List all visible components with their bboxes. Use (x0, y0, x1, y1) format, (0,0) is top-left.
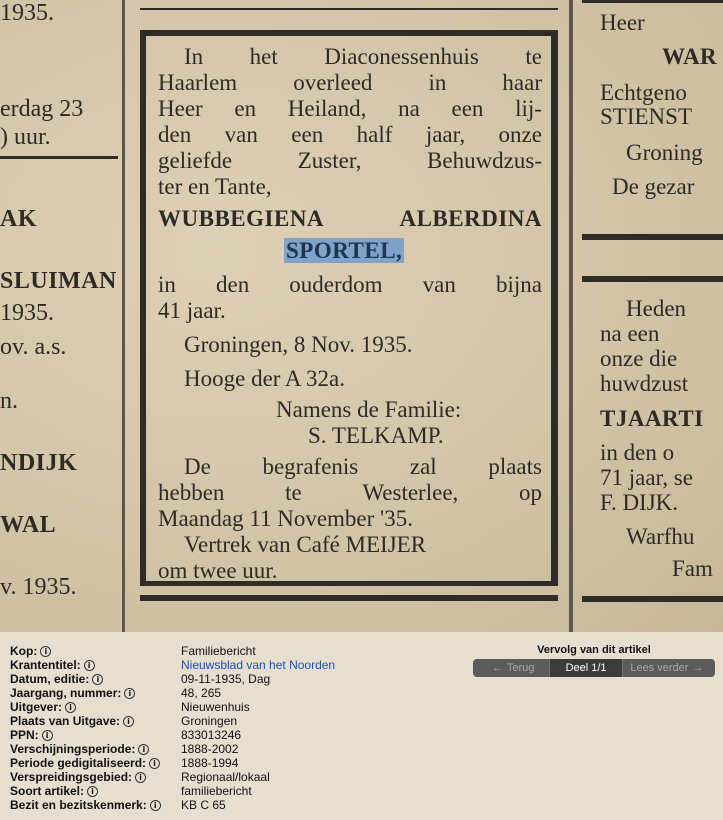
newspaper-title-link[interactable]: Nieuwsblad van het Noorden (181, 658, 336, 672)
meta-label: Verspreidingsgebied: i (10, 770, 146, 784)
word: zal (409, 454, 437, 479)
meta-value: 09-11-1935, Dag (181, 672, 271, 686)
meta-label: Datum, editie: i (10, 672, 103, 686)
previous-label: Terug (506, 662, 535, 674)
word: geliefde (158, 148, 233, 173)
right-column-line: Echtgeno (600, 80, 687, 105)
meta-label: Uitgever: i (10, 700, 76, 714)
word: Haarlem (158, 70, 238, 95)
meta-label: Kop: i (10, 644, 51, 658)
search-highlight: SPORTEL, (286, 238, 403, 263)
right-column-line: in den o (600, 440, 675, 465)
part-indicator: Deel 1/1 (549, 659, 622, 677)
info-icon[interactable]: i (150, 800, 161, 811)
word: en (234, 96, 257, 121)
word: onze (498, 122, 542, 147)
info-icon[interactable]: i (42, 730, 53, 741)
meta-label: Soort artikel: i (10, 784, 98, 798)
word: plaats (488, 454, 542, 479)
word: Diaconessenhuis (324, 44, 479, 69)
meta-value: familiebericht (181, 784, 252, 798)
left-column-line: WAL (0, 512, 57, 538)
info-icon[interactable]: i (40, 646, 51, 657)
word: hebben (158, 480, 225, 505)
article-bottom-rule (140, 595, 558, 601)
meta-label: Krantentitel: i (10, 658, 95, 672)
article-border-left (140, 30, 146, 586)
right-column-line: WAR (662, 44, 718, 69)
info-icon[interactable]: i (87, 786, 98, 797)
word: te (285, 480, 302, 505)
info-icon[interactable]: i (124, 688, 135, 699)
info-icon[interactable]: i (84, 660, 95, 671)
signer: S. TELKAMP. (308, 423, 444, 448)
article-border-right (551, 30, 558, 586)
place-date: Groningen, 8 Nov. 1935. (184, 332, 413, 357)
word: het (249, 44, 278, 69)
article-age-line-1 (158, 272, 542, 298)
meta-value: 1888-2002 (181, 742, 239, 756)
article-text (158, 44, 542, 584)
word: haar (502, 70, 542, 95)
left-column-fragment (0, 0, 122, 632)
meta-label: Jaargang, nummer: i (10, 686, 135, 700)
right-column-fragment (582, 0, 723, 632)
right-column-line: STIENST (600, 104, 692, 129)
deceased-name (158, 206, 542, 232)
word: overleed (293, 70, 373, 95)
meta-label: PPN: i (10, 728, 53, 742)
column-rule (0, 156, 118, 159)
word: te (525, 44, 542, 69)
address: Hooge der A 32a. (184, 366, 345, 391)
info-icon[interactable]: i (135, 772, 146, 783)
funeral-line-2 (158, 480, 542, 506)
word: Westerlee, (362, 480, 459, 505)
left-column-line: SLUIMAN (0, 268, 117, 294)
funeral-line-1 (158, 454, 542, 480)
funeral-line-3: Maandag 11 November '35. (158, 506, 413, 531)
right-column-line: Heden (626, 296, 687, 321)
word: ALBERDINA (399, 206, 542, 231)
article-info-panel (0, 632, 723, 820)
right-column-line: Heer (600, 10, 645, 35)
word: In (184, 44, 204, 69)
word: jaar, (425, 122, 466, 147)
word: Heer (158, 96, 203, 121)
word: Heiland, (287, 96, 367, 121)
right-column-line: De gezar (612, 174, 695, 199)
right-column-line: Warfhu (626, 524, 695, 549)
left-column-line: NDIJK (0, 450, 78, 476)
read-more-label: Lees verder (630, 662, 689, 674)
word: bijna (495, 272, 542, 297)
meta-value: Groningen (181, 714, 238, 728)
right-column-line: TJAARTI (600, 406, 704, 431)
article-line-4 (158, 122, 542, 148)
word: in (428, 70, 447, 95)
left-column-line: ov. a.s. (0, 334, 67, 360)
left-column-line: AK (0, 206, 37, 232)
word: ouderdom (289, 272, 383, 297)
right-column-line: 71 jaar, se (600, 465, 693, 490)
article-age-line-2: 41 jaar. (158, 298, 226, 323)
departure-line-2: om twee uur. (158, 558, 278, 583)
continuation-title: Vervolg van dit artikel (537, 644, 651, 656)
info-icon[interactable]: i (149, 758, 160, 769)
info-icon[interactable]: i (123, 716, 134, 727)
meta-value: Nieuwenhuis (181, 700, 250, 714)
info-icon[interactable]: i (92, 674, 103, 685)
meta-value: 1888-1994 (181, 756, 239, 770)
meta-label: Verschijningsperiode: i (10, 742, 149, 756)
arrow-left-icon: ← (491, 662, 503, 674)
arrow-right-icon: → (692, 662, 704, 674)
meta-value: KB C 65 (181, 798, 226, 812)
left-column-line: n. (0, 388, 18, 414)
meta-label: Periode gedigitaliseerd: i (10, 756, 160, 770)
article-pager (473, 659, 715, 677)
word: op (518, 480, 542, 505)
left-column-line: v. 1935. (0, 574, 77, 600)
article-line-2 (158, 70, 542, 96)
word: Zuster, (297, 148, 362, 173)
right-column-line: onze die (600, 346, 678, 371)
word: half (356, 122, 393, 147)
read-more-button[interactable] (623, 659, 715, 677)
word: een (291, 122, 324, 147)
meta-label: Bezit en bezitskenmerk: i (10, 798, 161, 812)
article-top-rule (140, 8, 558, 10)
word: De (184, 454, 211, 479)
word: van (224, 122, 258, 147)
meta-value: Familiebericht (181, 644, 256, 658)
word: WUBBEGIENA (158, 206, 325, 231)
right-column-line: Fam (672, 556, 713, 581)
word: den (158, 122, 192, 147)
word: begrafenis (262, 454, 359, 479)
column-divider (122, 0, 125, 632)
left-column-line: 1935. (0, 0, 54, 26)
right-column-line: Groning (626, 140, 703, 165)
meta-value: 48, 265 (181, 686, 222, 700)
meta-value: Regionaal/lokaal (181, 770, 270, 784)
info-icon[interactable]: i (138, 744, 149, 755)
word: van (422, 272, 456, 297)
departure-line-1: Vertrek van Café MEIJER (184, 532, 427, 557)
right-column-line: F. DIJK. (600, 490, 679, 515)
left-column-line: erdag 23 (0, 96, 84, 122)
meta-label: Plaats van Uitgave: i (10, 714, 134, 728)
word: in (158, 272, 176, 297)
word: den (215, 272, 250, 297)
left-column-line: 1935. (0, 300, 54, 326)
article-border-top (140, 30, 558, 36)
previous-button[interactable] (473, 659, 549, 677)
deceased-surname[interactable] (284, 238, 404, 264)
article-line-1 (158, 44, 542, 70)
family-line: Namens de Familie: (276, 397, 462, 422)
word: na (398, 96, 420, 121)
left-column-line: ) uur. (0, 124, 51, 150)
column-divider (569, 0, 573, 632)
article-line-6: ter en Tante, (158, 174, 272, 199)
article-line-5 (158, 148, 542, 174)
word: lij- (515, 96, 542, 121)
article-line-3 (158, 96, 542, 122)
right-column-line: na een (600, 321, 660, 346)
meta-value: 833013246 (181, 728, 242, 742)
info-icon[interactable]: i (65, 702, 76, 713)
word: Behuwdzus- (427, 148, 542, 173)
word: een (451, 96, 484, 121)
right-column-line: huwdzust (600, 371, 689, 396)
